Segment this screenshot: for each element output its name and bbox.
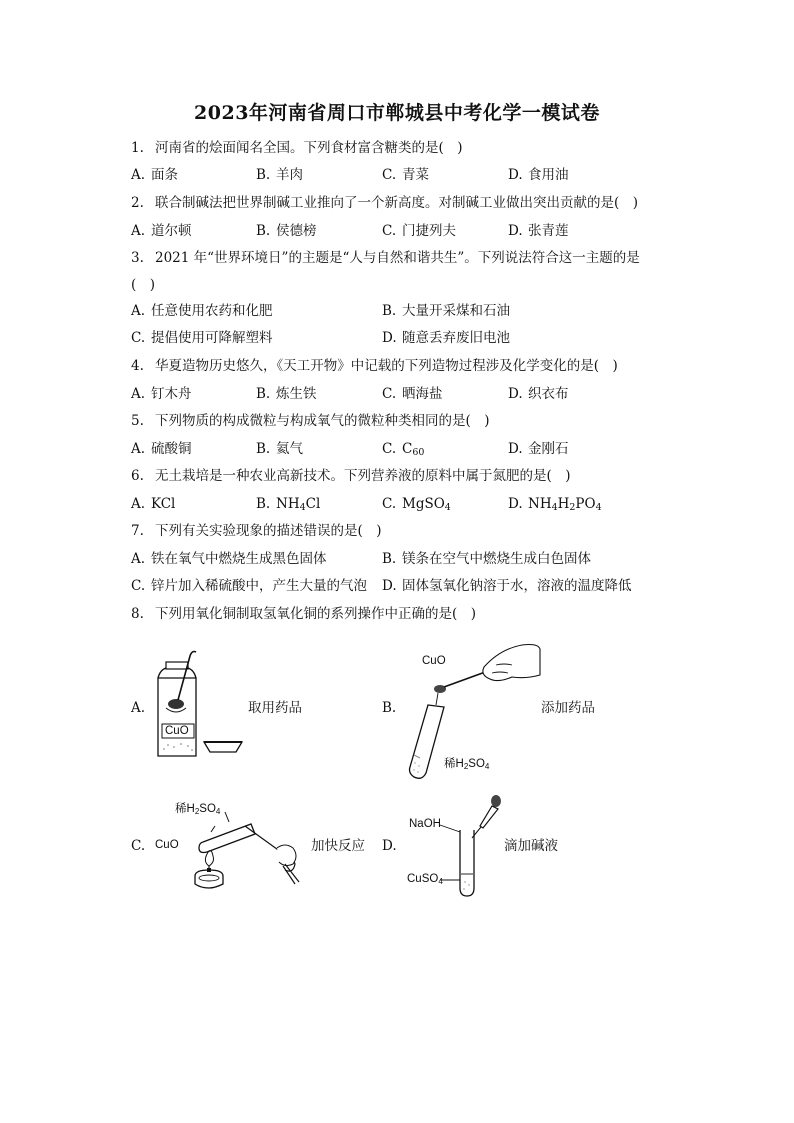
question-4 [131, 357, 618, 375]
figure-b-caption: 添加药品 [541, 700, 595, 716]
question-text: 下列有关实验现象的描述错误的是( ) [155, 523, 382, 539]
figure-a-bottle-label: CuO [165, 725, 189, 737]
page-title: 2023年河南省周口市郸城县中考化学一模试卷 [194, 102, 600, 124]
question-number: 6. [131, 468, 144, 484]
option-b[interactable]: B. 侯德榜 [256, 223, 317, 239]
question-7 [131, 522, 382, 540]
option-c[interactable]: C. 晒海盐 [382, 386, 443, 402]
figure-d-label-top: NaOH [409, 818, 441, 830]
question-text: 无土栽培是一种农业高新技术。下列营养液的原料中属于氮肥的是( ) [155, 468, 571, 484]
question-number: 3. [131, 250, 144, 266]
option-c[interactable]: C. 青菜 [382, 167, 429, 183]
option-d[interactable]: D. 固体氢氧化钠溶于水，溶液的温度降低 [382, 578, 632, 594]
question-number: 5. [131, 413, 144, 429]
option-a[interactable]: A. 面条 [131, 167, 178, 183]
question-text: 河南省的烩面闻名全国。下列食材富含糖类的是( ) [155, 140, 463, 156]
option-d[interactable]: D. $NH_4H_2PO_4$ [508, 496, 602, 513]
question-8 [131, 605, 476, 623]
option-d[interactable]: D. 食用油 [508, 167, 569, 183]
question-number: 2. [131, 195, 144, 211]
figure-c-caption: 加快反应 [311, 838, 365, 854]
figure-d-caption: 滴加碱液 [504, 838, 558, 854]
figure-a-caption: 取用药品 [248, 700, 302, 716]
option-b[interactable]: B. 大量开采煤和石油 [382, 303, 510, 319]
option-b[interactable]: B. 炼生铁 [256, 386, 317, 402]
figure-c-label-top: 稀$H_2SO_4$ [175, 803, 221, 816]
option-d[interactable]: D. 金刚石 [508, 441, 569, 457]
option-b[interactable]: B. 镁条在空气中燃烧生成白色固体 [382, 551, 591, 567]
option-a[interactable]: A. 钉木舟 [131, 386, 192, 402]
figure-c-label-left: CuO [155, 839, 179, 851]
question-number: 7. [131, 523, 144, 539]
option-b[interactable]: B. 羊肉 [256, 167, 303, 183]
option-c[interactable]: C. 锌片加入稀硫酸中，产生大量的气泡 [131, 578, 367, 594]
question-text: 下列用氧化铜制取氢氧化铜的系列操作中正确的是( ) [155, 606, 477, 622]
option-a[interactable]: A. 道尔顿 [131, 223, 192, 239]
question-2 [131, 194, 638, 212]
question-number: 1. [131, 140, 144, 156]
option-c[interactable]: C. MgSO$_4$ [382, 496, 451, 513]
option-d[interactable]: D. 随意丢弃废旧电池 [382, 330, 510, 346]
question-number: 4. [131, 358, 144, 374]
question-1 [131, 139, 463, 157]
question-text: 联合制碱法把世界制碱工业推向了一个新高度。对制碱工业做出突出贡献的是( ) [155, 195, 639, 211]
figure-a-letter[interactable]: A. [131, 700, 146, 716]
option-c[interactable]: C. 门捷列夫 [382, 223, 456, 239]
figure-b-letter[interactable]: B. [382, 700, 397, 716]
question-5 [131, 412, 490, 430]
question-3 [131, 249, 640, 267]
question-3-continued: ( ) [131, 277, 156, 293]
figure-b-label-bottom: 稀$H_2SO_4$ [444, 758, 490, 771]
question-text: 2021 年“世界环境日”的主题是“人与自然和谐共生”。下列说法符合这一主题的是 [155, 250, 640, 266]
option-a[interactable]: A. 铁在氧气中燃烧生成黑色固体 [131, 551, 327, 567]
figure-d-dropper-and-tube [440, 792, 510, 898]
option-c[interactable]: C. $C_{60}$ [382, 441, 425, 458]
figure-a-reagent-bottle [148, 648, 248, 758]
option-b[interactable]: B. 氦气 [256, 441, 303, 457]
figure-b-label-top: CuO [422, 655, 446, 667]
question-text: 下列物质的构成微粒与构成氧气的微粒种类相同的是( ) [155, 413, 490, 429]
figure-c-heating-apparatus [185, 812, 305, 892]
figure-d-letter[interactable]: D. [382, 838, 397, 854]
question-6 [131, 467, 571, 485]
option-c[interactable]: C. 提倡使用可降解塑料 [131, 330, 273, 346]
question-number: 8. [131, 606, 144, 622]
question-text: 华夏造物历史悠久，《天工开物》中记载的下列造物过程涉及化学变化的是( ) [155, 358, 618, 374]
option-a[interactable]: A. KCl [131, 496, 176, 512]
option-d[interactable]: D. 织衣布 [508, 386, 569, 402]
figure-d-label-bottom: CuSO$_4$ [407, 873, 443, 886]
option-b[interactable]: B. $NH_4Cl$ [256, 496, 321, 513]
figure-c-letter[interactable]: C. [131, 838, 146, 854]
option-a[interactable]: A. 任意使用农药和化肥 [131, 303, 273, 319]
option-d[interactable]: D. 张青莲 [508, 223, 569, 239]
option-a[interactable]: A. 硫酸铜 [131, 441, 192, 457]
